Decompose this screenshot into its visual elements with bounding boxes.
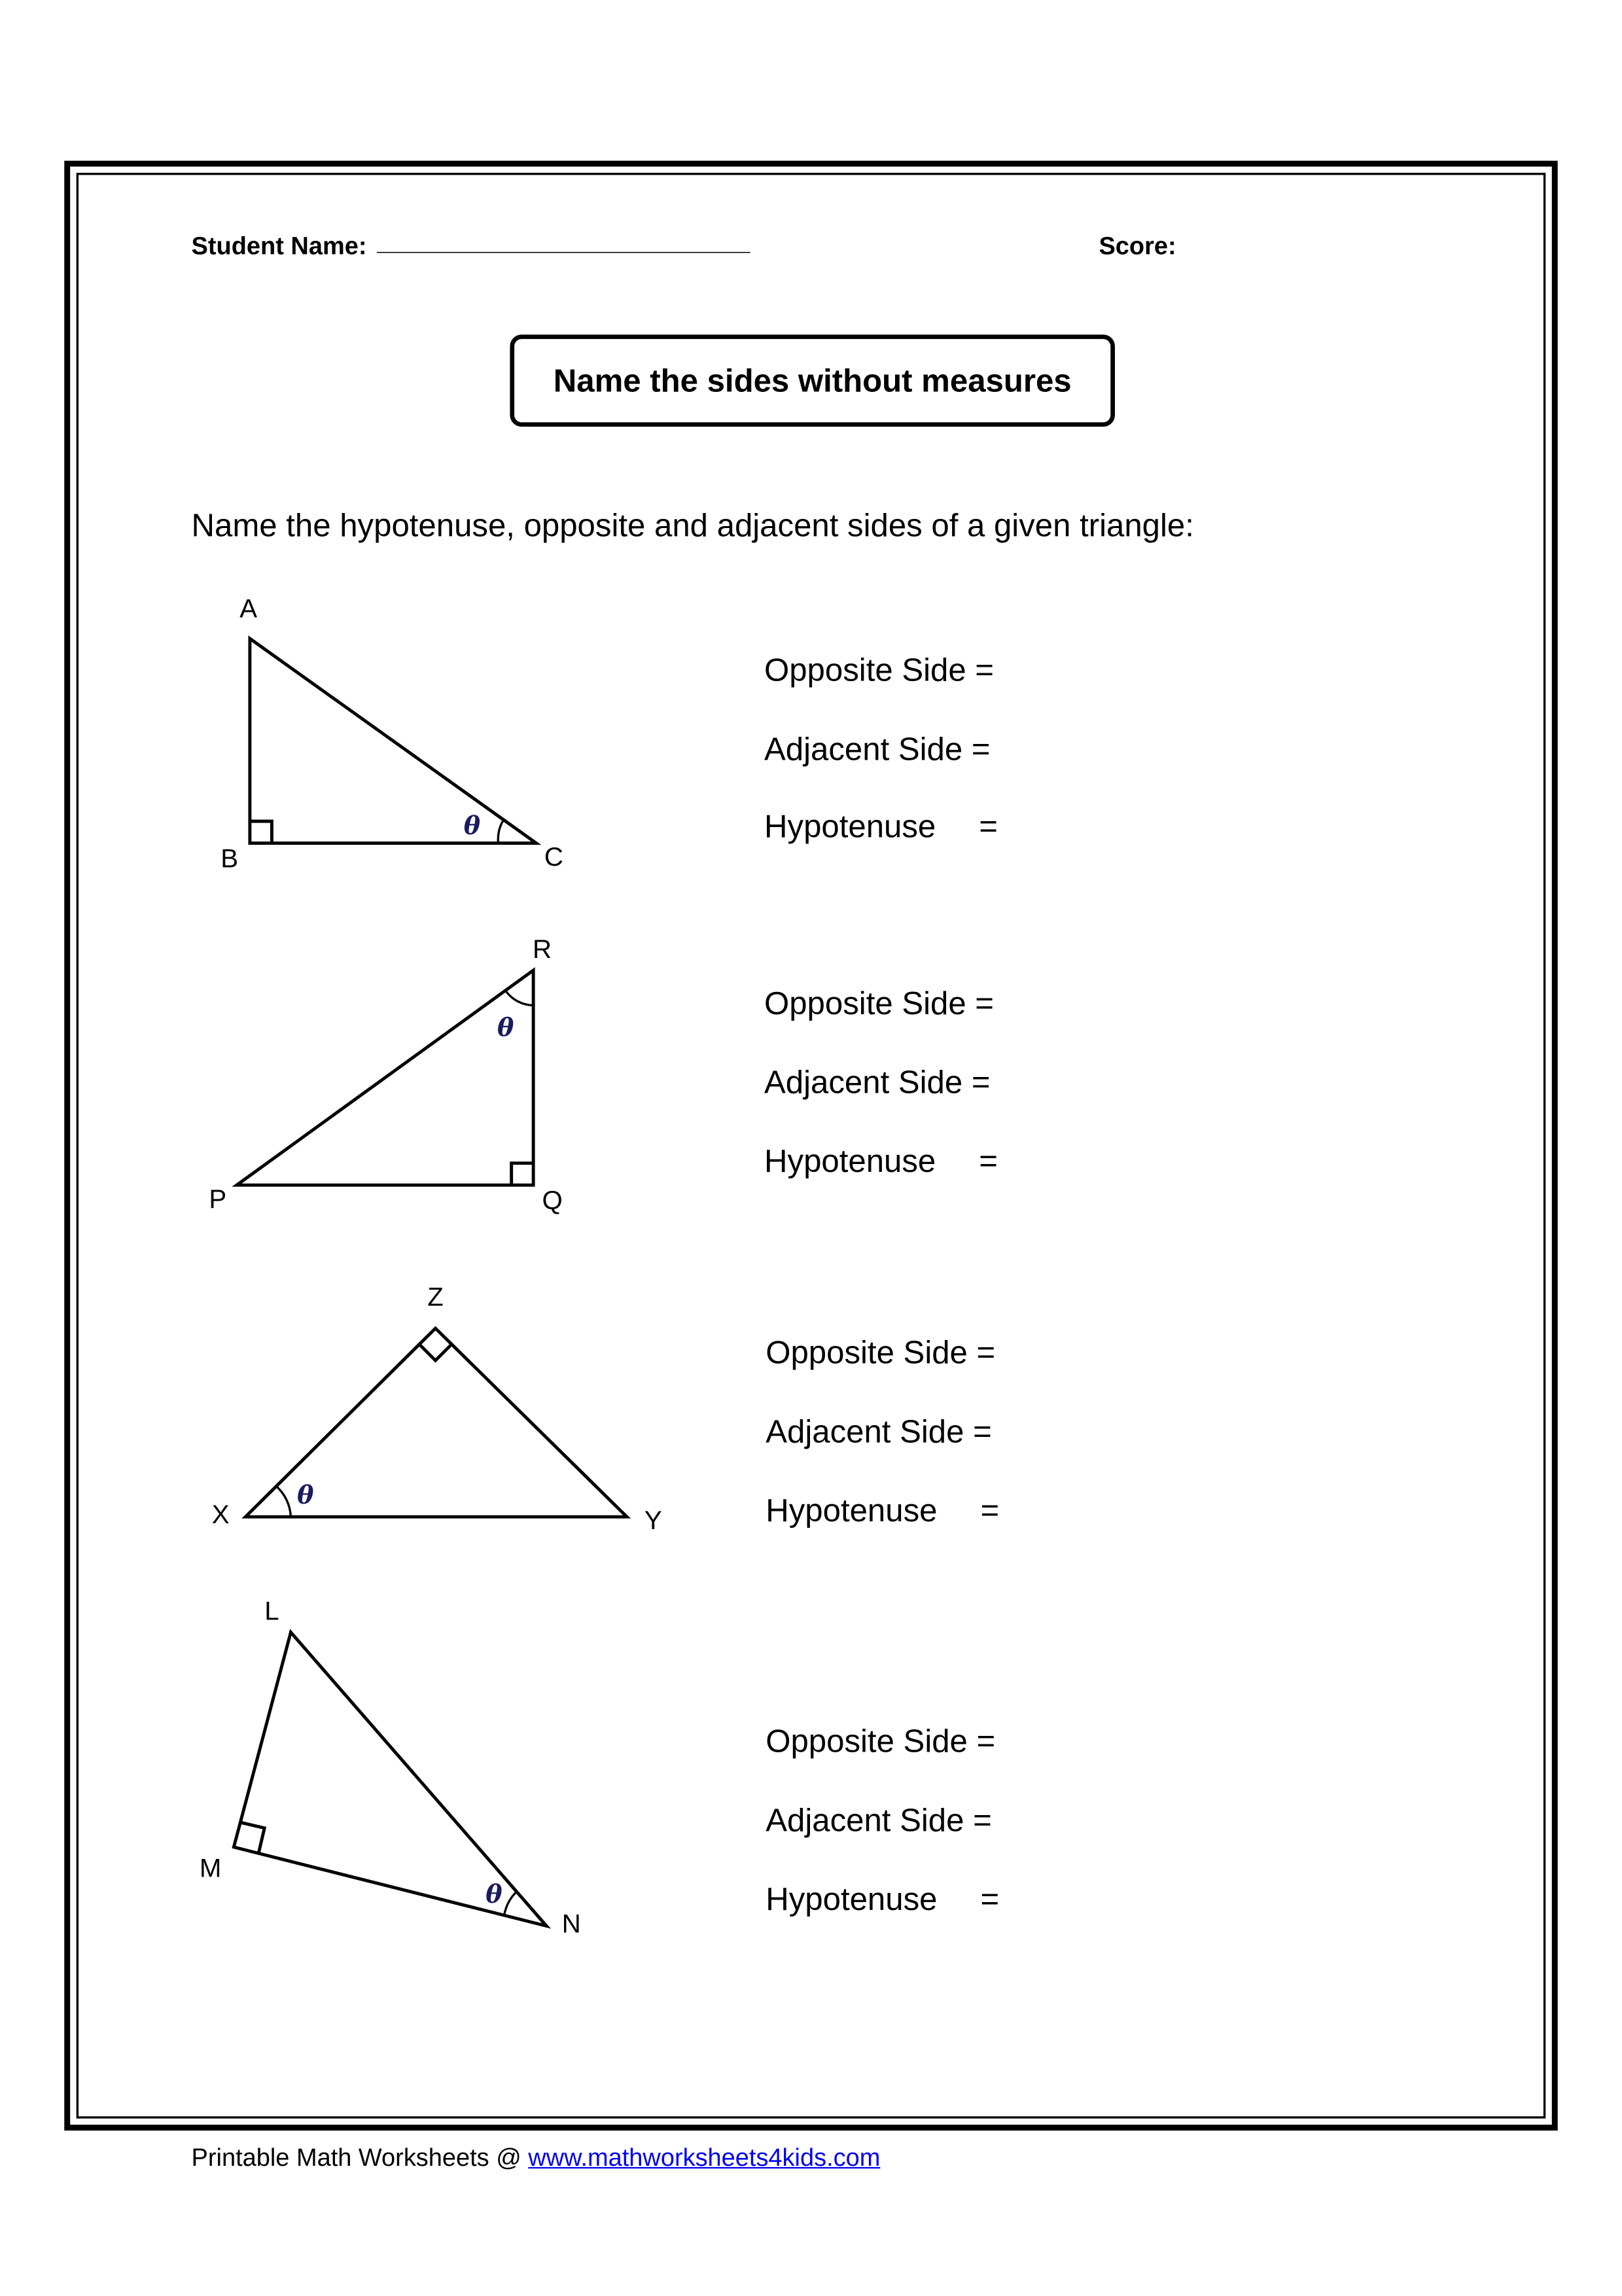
theta-symbol: θ	[463, 812, 481, 842]
adjacent-side-prompt: Adjacent Side =	[766, 1413, 992, 1450]
footer-text: Printable Math Worksheets @	[191, 2144, 529, 2172]
angle-arc	[276, 1486, 291, 1517]
theta-symbol: θ	[497, 1014, 514, 1044]
instructions: Name the hypotenuse, opposite and adjacent sides of a given triangle:	[191, 506, 1194, 544]
vertex-label: L	[264, 1596, 279, 1626]
opposite-side-prompt: Opposite Side =	[766, 1723, 996, 1759]
footer	[192, 2144, 881, 2173]
opposite-side-prompt: Opposite Side =	[764, 985, 995, 1022]
adjacent-side-prompt: Adjacent Side =	[764, 730, 991, 768]
angle-arc	[506, 991, 533, 1005]
vertex-label: N	[561, 1909, 581, 1939]
vertex-label: Y	[644, 1506, 662, 1536]
vertex-label: P	[209, 1184, 227, 1214]
equals-sign: =	[980, 1492, 1000, 1529]
adjacent-side-prompt: Adjacent Side =	[766, 1801, 992, 1839]
hypotenuse-prompt: Hypotenuse	[766, 1881, 938, 1918]
adjacent-side-prompt: Adjacent Side =	[764, 1063, 991, 1101]
vertex-label: C	[544, 842, 563, 872]
theta-symbol: θ	[297, 1481, 314, 1511]
hypotenuse-prompt: Hypotenuse	[764, 808, 936, 845]
right-angle-mark	[250, 821, 272, 843]
student-name-blank[interactable]: ___________________________	[377, 228, 750, 256]
title-text: Name the sides without measures	[553, 361, 1072, 398]
vertex-label: Z	[427, 1282, 444, 1312]
angle-arc	[504, 1892, 516, 1916]
worksheet-title	[510, 334, 1115, 427]
score-label: Score:	[1099, 232, 1176, 260]
equals-sign: =	[979, 808, 998, 845]
opposite-side-prompt: Opposite Side =	[766, 1334, 996, 1371]
right-angle-mark	[512, 1163, 533, 1185]
vertex-label: R	[533, 934, 552, 964]
vertex-label: A	[239, 593, 258, 624]
hypotenuse-prompt: Hypotenuse	[766, 1492, 938, 1529]
right-angle-mark	[419, 1345, 451, 1361]
equals-sign: =	[979, 1142, 998, 1180]
vertex-label: B	[220, 843, 239, 874]
triangle-abc	[250, 639, 537, 843]
vertex-label: M	[199, 1853, 222, 1883]
hypotenuse-prompt: Hypotenuse	[764, 1142, 936, 1180]
opposite-side-prompt: Opposite Side =	[764, 652, 995, 688]
footer-link[interactable]: www.mathworksheets4kids.com	[528, 2144, 881, 2172]
vertex-label: X	[211, 1500, 230, 1530]
triangle-pqr	[237, 970, 533, 1185]
vertex-label: Q	[542, 1186, 563, 1215]
equals-sign: =	[980, 1881, 1000, 1918]
angle-arc	[498, 821, 502, 843]
student-name-label: Student Name:	[191, 232, 367, 260]
theta-symbol: θ	[485, 1881, 502, 1910]
